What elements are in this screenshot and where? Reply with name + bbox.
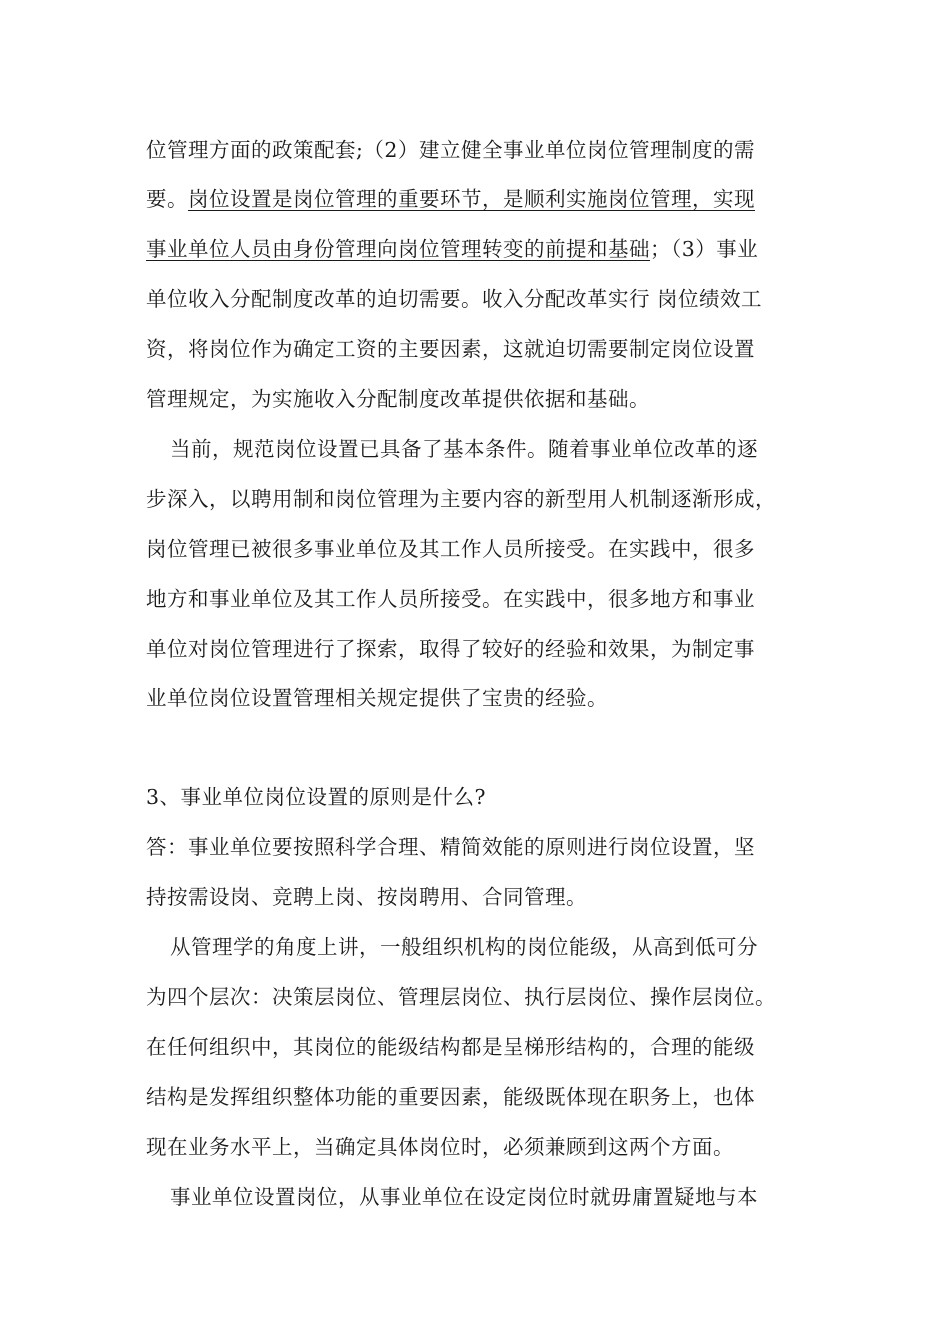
answer-line: 答：事业单位要按照科学合理、精简效能的原则进行岗位设置，坚 (146, 835, 755, 859)
paragraph-line: 从管理学的角度上讲，一般组织机构的岗位能级，从高到低可分 (170, 935, 758, 959)
paragraph-line: 单位收入分配制度改革的迫切需要。收入分配改革实行 岗位绩效工 (146, 287, 763, 311)
paragraph-line: 事业单位设置岗位，从事业单位在设定岗位时就毋庸置疑地与本 (170, 1185, 758, 1209)
paragraph-line (146, 236, 758, 262)
paragraph-text: ；（3）事业 (650, 237, 759, 261)
paragraph-line: 地方和事业单位及其工作人员所接受。在实践中，很多地方和事业 (146, 587, 755, 611)
underlined-text: 事业单位人员由身份管理向岗位管理转变的前提和基础 (146, 237, 650, 261)
question-heading: 3、事业单位岗位设置的原则是什么? (146, 785, 487, 809)
paragraph-line: 单位对岗位管理进行了探索，取得了较好的经验和效果，为制定事 (146, 637, 755, 661)
paragraph-line: 资，将岗位作为确定工资的主要因素，这就迫切需要制定岗位设置 (146, 337, 755, 361)
paragraph-line: 步深入，以聘用制和岗位管理为主要内容的新型用人机制逐渐形成， (146, 487, 776, 511)
paragraph-line: 在任何组织中，其岗位的能级结构都是呈梯形结构的，合理的能级 (146, 1035, 755, 1059)
paragraph-line: 为四个层次：决策层岗位、管理层岗位、执行层岗位、操作层岗位。 (146, 985, 776, 1009)
paragraph-text: 要。 (146, 187, 188, 211)
answer-line: 持按需设岗、竞聘上岗、按岗聘用、合同管理。 (146, 885, 587, 909)
paragraph-line: 当前，规范岗位设置已具备了基本条件。随着事业单位改革的逐 (170, 437, 758, 461)
paragraph-line: 现在业务水平上，当确定具体岗位时，必须兼顾到这两个方面。 (146, 1135, 734, 1159)
paragraph-line (146, 186, 755, 212)
paragraph-line: 业单位岗位设置管理相关规定提供了宝贵的经验。 (146, 686, 608, 710)
paragraph-line: 管理规定，为实施收入分配制度改革提供依据和基础。 (146, 387, 650, 411)
underlined-text: 岗位设置是岗位管理的重要环节，是顺利实施岗位管理，实现 (188, 187, 755, 211)
paragraph-line: 结构是发挥组织整体功能的重要因素，能级既体现在职务上，也体 (146, 1085, 755, 1109)
paragraph-line: 岗位管理已被很多事业单位及其工作人员所接受。在实践中，很多 (146, 537, 755, 561)
paragraph-line: 位管理方面的政策配套;（2）建立健全事业单位岗位管理制度的需 (146, 138, 755, 162)
